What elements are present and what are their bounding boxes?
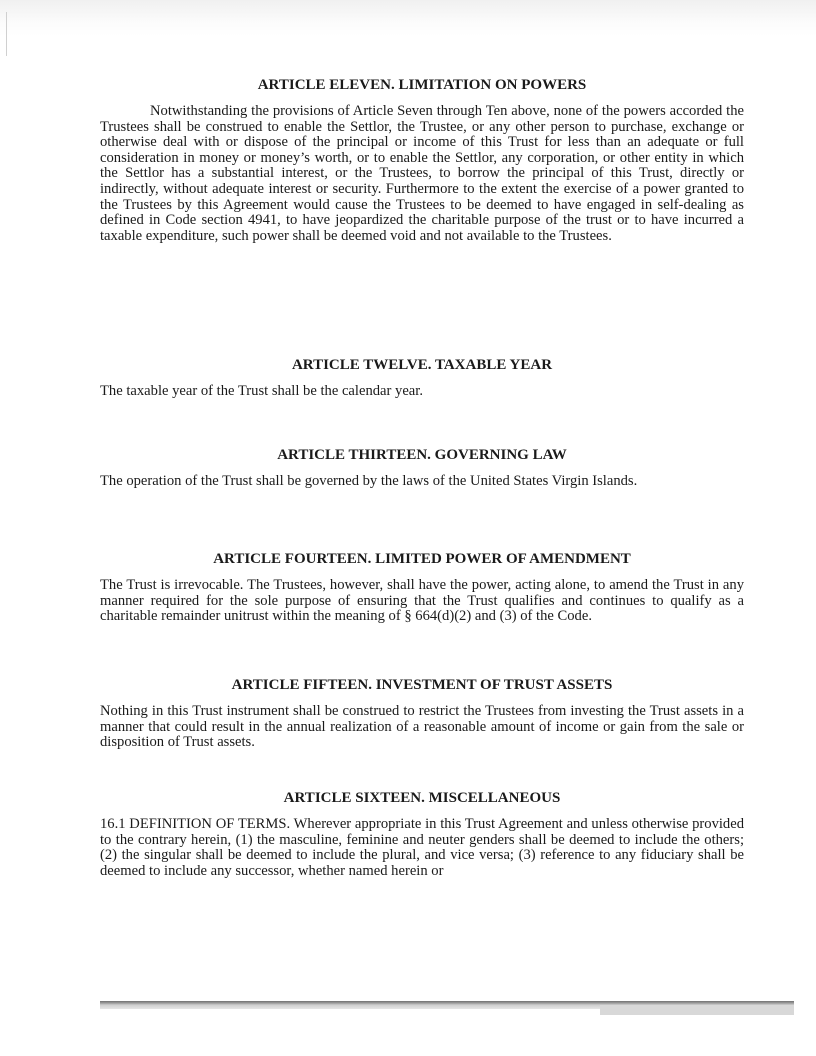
article-fifteen-heading: ARTICLE FIFTEEN. INVESTMENT OF TRUST ASSETS	[231, 677, 613, 693]
article-fourteen-body: The Trust is irrevocable. The Trustees, however, shall have the power, acting alone, to amend the Trust in any manner required for the sole purpose of ensuring that the Trust qualifies and continues to qualify as a charitable remainder unitrust within the meaning of § 664(d)(2) and (3) of the Code.	[100, 577, 744, 625]
article-eleven-heading: ARTICLE ELEVEN. LIMITATION ON POWERS	[257, 77, 587, 93]
article-fifteen	[100, 676, 744, 751]
article-twelve-heading: ARTICLE TWELVE. TAXABLE YEAR	[291, 357, 553, 373]
article-thirteen	[100, 446, 744, 490]
scan-edge-left	[6, 12, 7, 56]
scan-shadow-bottom-right	[600, 1005, 794, 1015]
article-thirteen-body: The operation of the Trust shall be governed by the laws of the United States Virgin Islands.	[100, 473, 638, 489]
article-sixteen	[100, 789, 744, 879]
article-twelve-body: The taxable year of the Trust shall be the calendar year.	[100, 383, 423, 399]
article-eleven-body: Notwithstanding the provisions of Article Seven through Ten above, none of the powers accorded the Trustees shall be construed to enable the Settlor, the Trustee, or any other person to purchase, exchange or otherwise deal with or dispose of the principal or income of this Trust for less than an adequate or full consideration in money or money’s worth, or to enable the Settlor, any corporation, or other entity in which the Settlor has a substantial interest, or the Trustees, to borrow the principal of this Trust, directly or indirectly, without adequate interest or security. Furthermore to the extent the exercise of a power granted to the Trustees by this Agreement would cause the Trustees to be deemed to have engaged in self-dealing as defined in Code section 4941, to have jeopardized the charitable purpose of the trust or to have incurred a taxable expenditure, such power shall be deemed void and not available to the Trustees.	[100, 103, 744, 244]
article-twelve	[100, 356, 744, 400]
article-thirteen-heading: ARTICLE THIRTEEN. GOVERNING LAW	[277, 447, 567, 463]
article-fifteen-body: Nothing in this Trust instrument shall be construed to restrict the Trustees from investing the Trust assets in a manner that could result in the annual realization of a reasonable amount of income or gain from the sale or disposition of Trust assets.	[100, 703, 744, 751]
article-sixteen-body: 16.1 DEFINITION OF TERMS. Wherever appropriate in this Trust Agreement and unless otherwise provided to the contrary herein, (1) the masculine, feminine and neuter genders shall be deemed to include the others; (2) the singular shall be deemed to include the plural, and vice versa; (3) reference to any fiduciary shall be deemed to include any successor, whether named herein or	[100, 816, 744, 879]
article-sixteen-heading: ARTICLE SIXTEEN. MISCELLANEOUS	[283, 790, 561, 806]
article-eleven	[100, 76, 744, 244]
scan-shadow-top	[0, 0, 816, 36]
article-fourteen-heading: ARTICLE FOURTEEN. LIMITED POWER OF AMENDMENT	[213, 551, 631, 567]
article-fourteen	[100, 550, 744, 625]
